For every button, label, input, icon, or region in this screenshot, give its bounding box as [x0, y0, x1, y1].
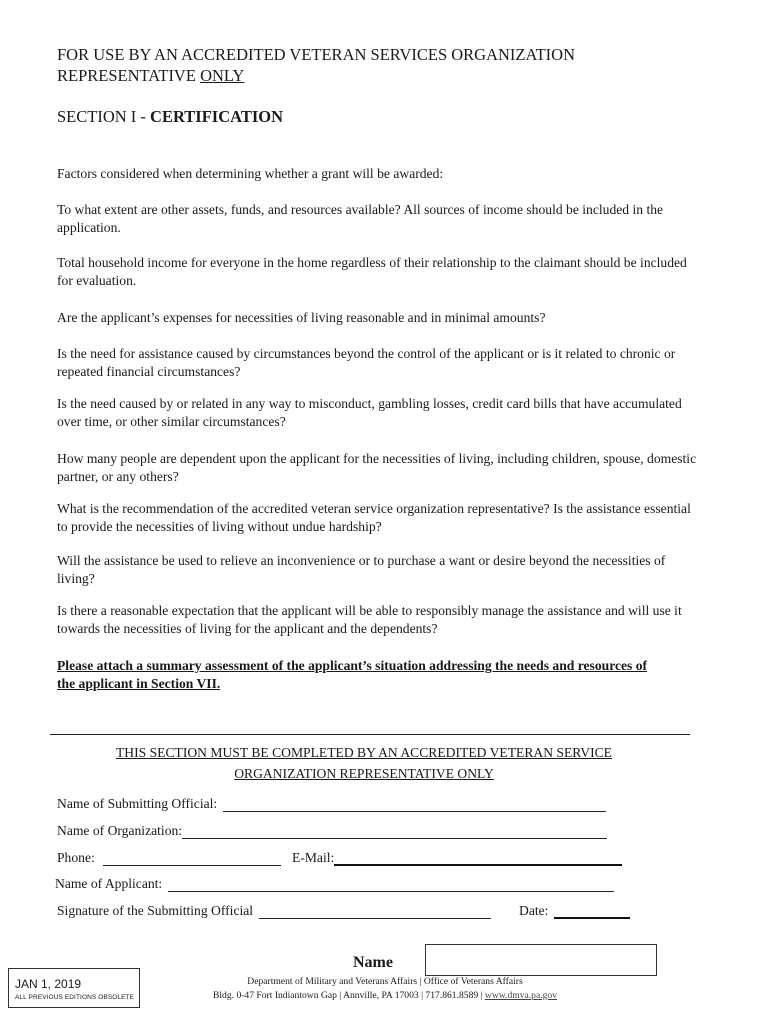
name-label: Name [353, 954, 393, 971]
question-dependents: How many people are dependent upon the applicant for the necessities of living, including children, spouse, domestic partner, or any others? [57, 451, 697, 484]
phone-field[interactable] [57, 850, 281, 866]
date-label: Date: [519, 903, 549, 918]
header-only-underlined: ONLY [200, 66, 245, 85]
completion-note-line-1: THIS SECTION MUST BE COMPLETED BY AN ACCREDITED VETERAN SERVICE [116, 745, 612, 760]
editions-obsolete-note: ALL PREVIOUS EDITIONS OBSOLETE [15, 994, 135, 1001]
footer-website-link[interactable]: www.dmva.pa.gov [484, 990, 558, 1001]
question-misconduct: Is the need caused by or related in any way to misconduct, gambling losses, credit card bills that have accumulated over time, or other similar circumstances? [57, 396, 682, 429]
signature-label: Signature of the Submitting Official [57, 903, 254, 918]
email-field[interactable] [292, 850, 622, 866]
question-inconvenience: Will the assistance be used to relieve an inconvenience or to purchase a want or desire beyond the necessities of living? [57, 553, 666, 586]
organization-label: Name of Organization: [57, 823, 183, 838]
attach-summary-note: Please attach a summary assessment of the applicant’s situation addressing the needs and resources of the applicant in Section VII. [57, 658, 648, 691]
applicant-label: Name of Applicant: [55, 876, 163, 891]
footer-department: Department of Military and Veterans Affairs | Office of Veterans Affairs [247, 976, 523, 987]
edition-date-box [8, 968, 140, 1008]
footer-address-text: Bldg. 0-47 Fort Indiantown Gap | Annville, PA 17003 | 717.861.8589 | [212, 990, 485, 1001]
email-input-line[interactable] [334, 850, 622, 866]
organization-field[interactable] [57, 823, 607, 839]
signature-field[interactable] [57, 903, 491, 919]
phone-input-line[interactable] [103, 851, 281, 866]
section-title [57, 107, 283, 127]
applicant-input-line[interactable] [168, 877, 614, 892]
signature-input-line[interactable] [259, 904, 491, 919]
date-field[interactable] [519, 903, 630, 919]
applicant-field[interactable] [55, 876, 614, 892]
completion-note-line-2 [0, 766, 728, 782]
question-circumstances: Is the need for assistance caused by circumstances beyond the control of the applicant or is it related to chronic or repeated financial circumstances? [57, 346, 676, 379]
header-line-2-prefix: REPRESENTATIVE [57, 66, 201, 85]
organization-input-line[interactable] [182, 824, 607, 839]
footer-address [160, 989, 610, 1002]
question-expectation: Is there a reasonable expectation that the applicant will be able to responsibly manage the assistance and will use it towards the necessities of living for the applicant and the dependents? [57, 603, 682, 636]
question-expenses: Are the applicant’s expenses for necessities of living reasonable and in minimal amounts? [57, 310, 546, 325]
submitting-official-field[interactable] [57, 796, 606, 812]
question-recommendation: What is the recommendation of the accredited veteran service organization representative? Is the assistance essential to provide the necessities of living without undue hardship? [57, 501, 691, 534]
edition-date: JAN 1, 2019 [15, 977, 82, 991]
completion-note-line-2-text: ORGANIZATION REPRESENTATIVE ONLY [234, 766, 494, 781]
section-divider [50, 734, 690, 735]
submitting-official-label: Name of Submitting Official: [57, 796, 218, 811]
phone-label: Phone: [57, 850, 95, 865]
date-input-line[interactable] [554, 903, 630, 919]
header-line-1: FOR USE BY AN ACCREDITED VETERAN SERVICES ORGANIZATION [57, 45, 575, 64]
section-name: CERTIFICATION [150, 107, 283, 126]
header-line-2 [57, 65, 717, 86]
factors-intro: Factors considered when determining whether a grant will be awarded: [57, 166, 444, 181]
question-household-income: Total household income for everyone in the home regardless of their relationship to the claimant should be included for evaluation. [57, 255, 687, 288]
email-label: E-Mail: [292, 850, 335, 865]
form-header [57, 44, 717, 86]
submitting-official-input-line[interactable] [223, 797, 606, 812]
question-assets: To what extent are other assets, funds, and resources available? All sources of income should be included in the application. [57, 202, 664, 235]
section-prefix: SECTION I - [57, 107, 151, 126]
name-input-box[interactable] [425, 944, 657, 976]
